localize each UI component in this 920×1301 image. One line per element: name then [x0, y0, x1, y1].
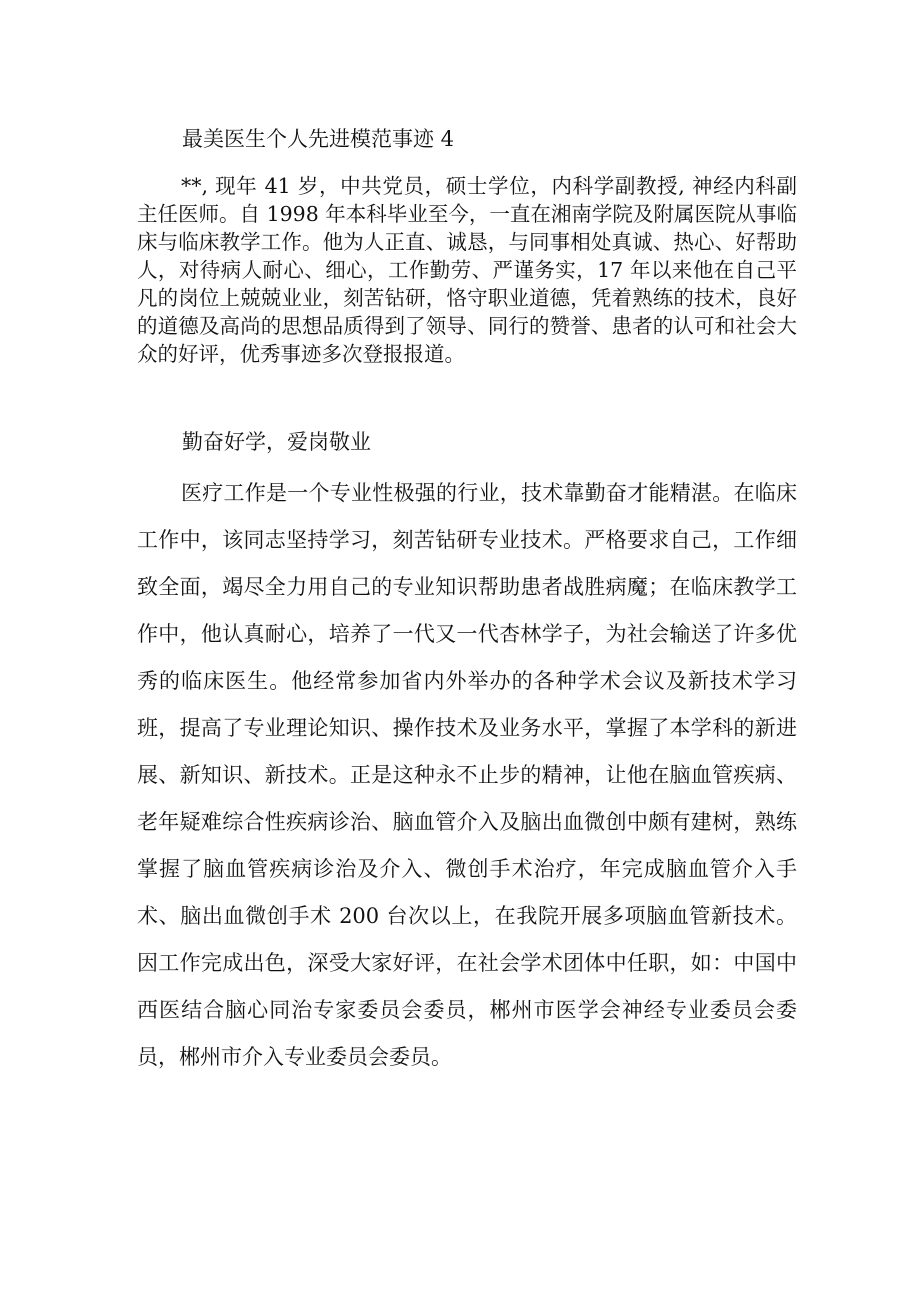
document-title: 最美医生个人先进模范事迹 4	[182, 127, 455, 151]
section-heading: 勤奋好学，爱岗敬业	[182, 430, 371, 454]
intro-paragraph: **, 现年 41 岁，中共党员，硕士学位，内科学副教授, 神经内科副主任医师。自 1998 年本科毕业至今，一直在湘南学院及附属医院从事临床与临床教学工作。他为人正直、诚恳，与同事相处真诚、热心、好帮助人，对待病人耐心、细心，工作勤劳、严谨务实，17 年以来他在自己平凡的岗位上兢兢业业，刻苦钻研，恪守职业道德，凭着熟练的技术，良好的道德及高尚的思想品质得到了领导、同行的赞誉、患者的认可和社会大众的好评，优秀事迹多次登报报道。	[137, 174, 797, 366]
section-body-paragraph: 医疗工作是一个专业性极强的行业，技术靠勤奋才能精湛。在临床工作中，该同志坚持学习，刻苦钻研专业技术。严格要求自己，工作细致全面，竭尽全力用自己的专业知识帮助患者战胜病魔；在临床教学工作中，他认真耐心，培养了一代又一代杏林学子，为社会输送了许多优秀的临床医生。他经常参加省内外举办的各种学术会议及新技术学习班，提高了专业理论知识、操作技术及业务水平，掌握了本学科的新进展、新知识、新技术。正是这种永不止步的精神，让他在脑血管疾病、老年疑难综合性疾病诊治、脑血管介入及脑出血微创中颇有建树，熟练掌握了脑血管疾病诊治及介入、微创手术治疗，年完成脑血管介入手术、脑出血微创手术 200 台次以上，在我院开展多项脑血管新技术。因工作完成出色，深受大家好评，在社会学术团体中任职，如：中国中西医结合脑心同治专家委员会委员，郴州市医学会神经专业委员会委员，郴州市介入专业委员会委员。	[137, 481, 797, 1069]
